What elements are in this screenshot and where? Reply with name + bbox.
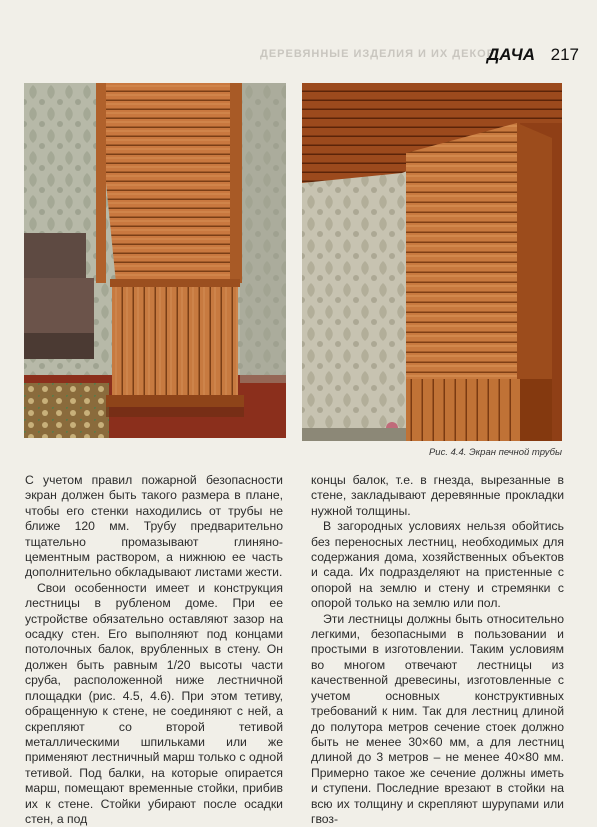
photo-chimney-screen-left xyxy=(24,83,286,438)
paragraph: концы балок, т.е. в гнезда, вырезанные в стене, закладывают деревянные прокладки нужной толщины. xyxy=(311,473,564,518)
text-column-right xyxy=(311,473,564,827)
paragraph: В загородных условиях нельзя обойтись без переносных лестниц, необходимых для содержания дома, хозяйственных объектов и сада. Их подразделяют на пристенные с опорой на землю и стену и стремянки с опорой только на землю или пол. xyxy=(311,519,564,611)
text-column-left xyxy=(25,473,283,827)
photo-chimney-screen-right xyxy=(302,83,562,441)
paragraph: Свои особенности имеет и конструкция лестницы в рубленом доме. При ее устройстве обязательно оставляют зазор на осадку стен. Его выполняют под концами потолочных балок, врубленных в стену. Он должен быть равным 1/20 высоты части сруба, расположенной ниже лестничной площадки (рис. 4.5, 4.6). При этом тетиву, обращенную к стене, не соединяют с ней, а скрепляют со второй тетивой металлическими шпильками или же применяют лестничный марш только с одной тетивой. Под балки, на которые опирается марш, помещают временные стойки, прибив их к стене. Стойки убирают после осадки стен, а под xyxy=(25,580,283,826)
section-title: ДАЧА xyxy=(486,45,535,64)
running-title-bleed: ДЕРЕВЯННЫЕ ИЗДЕЛИЯ И ИХ ДЕКОР xyxy=(260,48,496,60)
paragraph: С учетом правил пожарной безопасности экран должен быть такого размера в плане, чтобы его стенки находились от трубы не ближе 120 мм. Трубу предварительно тщательно промазывают глиняно-цементным раствором, а нижнюю ее часть дополнительно обкладывают листами жести. xyxy=(25,473,283,580)
page-number: 217 xyxy=(550,45,579,64)
paragraph: Эти лестницы должны быть относительно легкими, безопасными в пользовании и простыми в изготовлении. Таким условиям во многом отвечают лестницы из качественной древесины, изготовленные с учетом основных конструктивных требований к ним. Так для лестниц длиной до полутора метров сечение стоек должно быть не менее 30×60 мм, а для лестниц длиной до 3 метров – не менее 40×80 мм. Примерно такое же сечение должны иметь и ступени. Последние врезают в стойки на всю их толщину и скрепляют шурупами или гвоз- xyxy=(311,611,564,826)
figure-caption: Рис. 4.4. Экран печной трубы xyxy=(428,447,562,458)
page-header xyxy=(250,44,583,66)
